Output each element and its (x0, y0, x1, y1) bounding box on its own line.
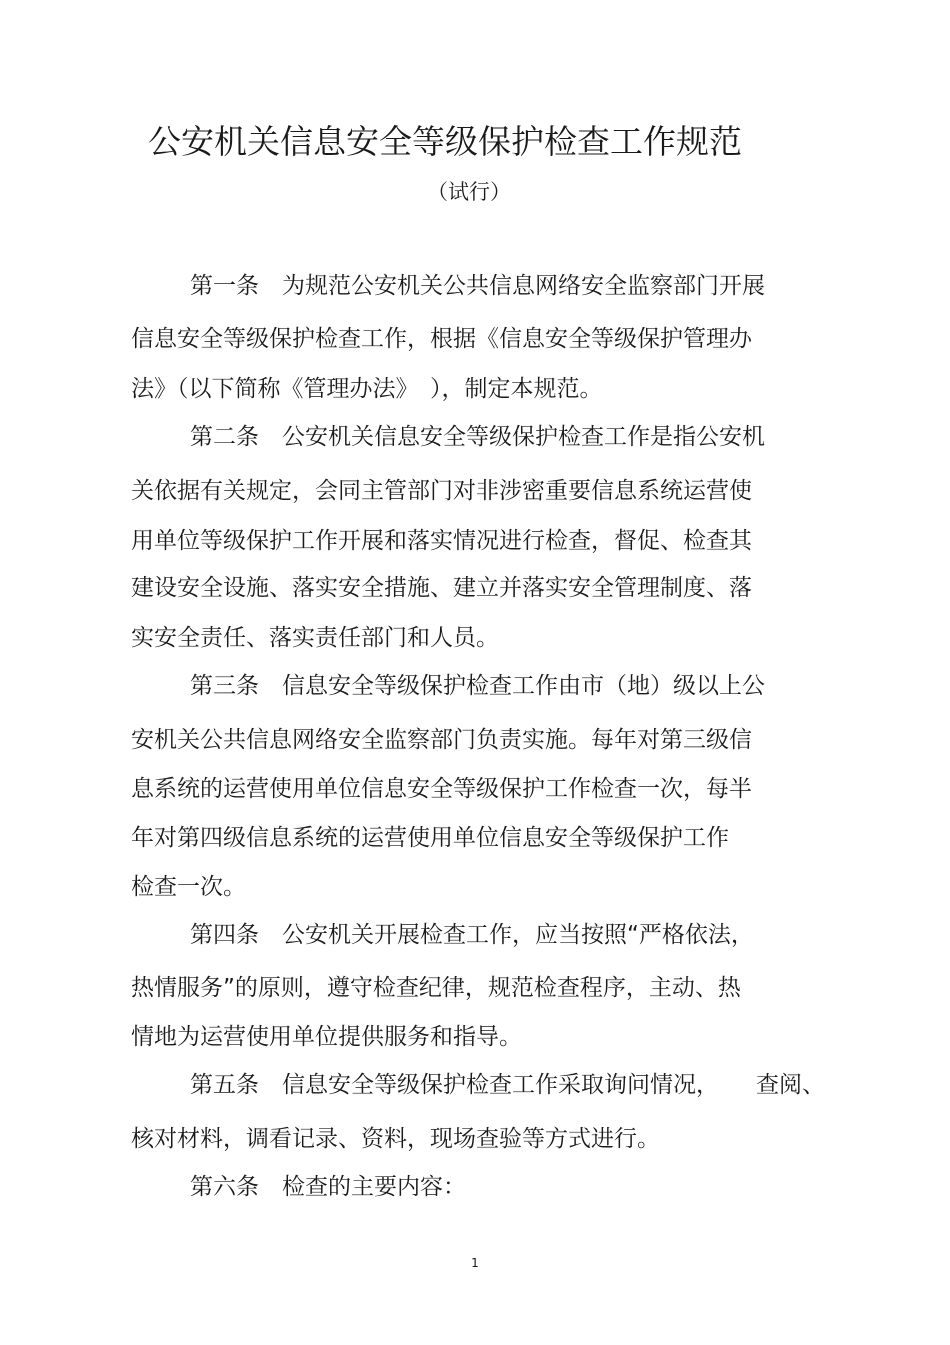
article-3-line-3: 息系统的运营使用单位信息安全等级保护工作检查一次，每半 (131, 776, 752, 802)
article-5-line-2: 核对材料，调看记录、资料，现场查验等方式进行。 (131, 1126, 660, 1152)
article-2-line-1: 第二条 公安机关信息安全等级保护检查工作是指公安机 (190, 424, 765, 450)
page-number: 1 (471, 1256, 479, 1270)
document-title: 公安机关信息安全等级保护检查工作规范 (148, 122, 742, 161)
article-1-line-2: 信息安全等级保护检查工作，根据《信息安全等级保护管理办 (131, 326, 752, 352)
article-2-line-4: 建设安全设施、落实安全措施、建立并落实安全管理制度、落 (131, 575, 752, 601)
article-5-line-1-tail: 查阅、 (756, 1072, 825, 1098)
article-4-line-1: 第四条 公安机关开展检查工作，应当按照“严格依法， (190, 922, 754, 948)
document-subtitle: （试行） (427, 180, 511, 204)
article-4-line-2: 热情服务”的原则，遵守检查纪律，规范检查程序，主动、热 (131, 975, 741, 1001)
article-2-line-2: 关依据有关规定，会同主管部门对非涉密重要信息系统运营使 (131, 478, 752, 504)
article-3-line-5: 检查一次。 (131, 874, 246, 900)
article-3-line-1: 第三条 信息安全等级保护检查工作由市（地）级以上公 (190, 673, 765, 699)
article-2-line-3: 用单位等级保护工作开展和落实情况进行检查，督促、检查其 (131, 528, 752, 554)
article-3-line-2: 安机关公共信息网络安全监察部门负责实施。每年对第三级信 (131, 727, 752, 753)
article-5-line-1: 第五条 信息安全等级保护检查工作采取询问情况， (190, 1072, 719, 1098)
article-4-line-3: 情地为运营使用单位提供服务和指导。 (131, 1024, 522, 1050)
article-2-line-5: 实安全责任、落实责任部门和人员。 (131, 625, 499, 651)
article-1-line-3: 法》（以下简称《管理办法》 ），制定本规范。 (131, 376, 603, 402)
article-1-line-1: 第一条 为规范公安机关公共信息网络安全监察部门开展 (190, 273, 765, 299)
article-3-line-4: 年对第四级信息系统的运营使用单位信息安全等级保护工作 (131, 825, 729, 851)
article-6-line-1: 第六条 检查的主要内容： (190, 1174, 466, 1200)
